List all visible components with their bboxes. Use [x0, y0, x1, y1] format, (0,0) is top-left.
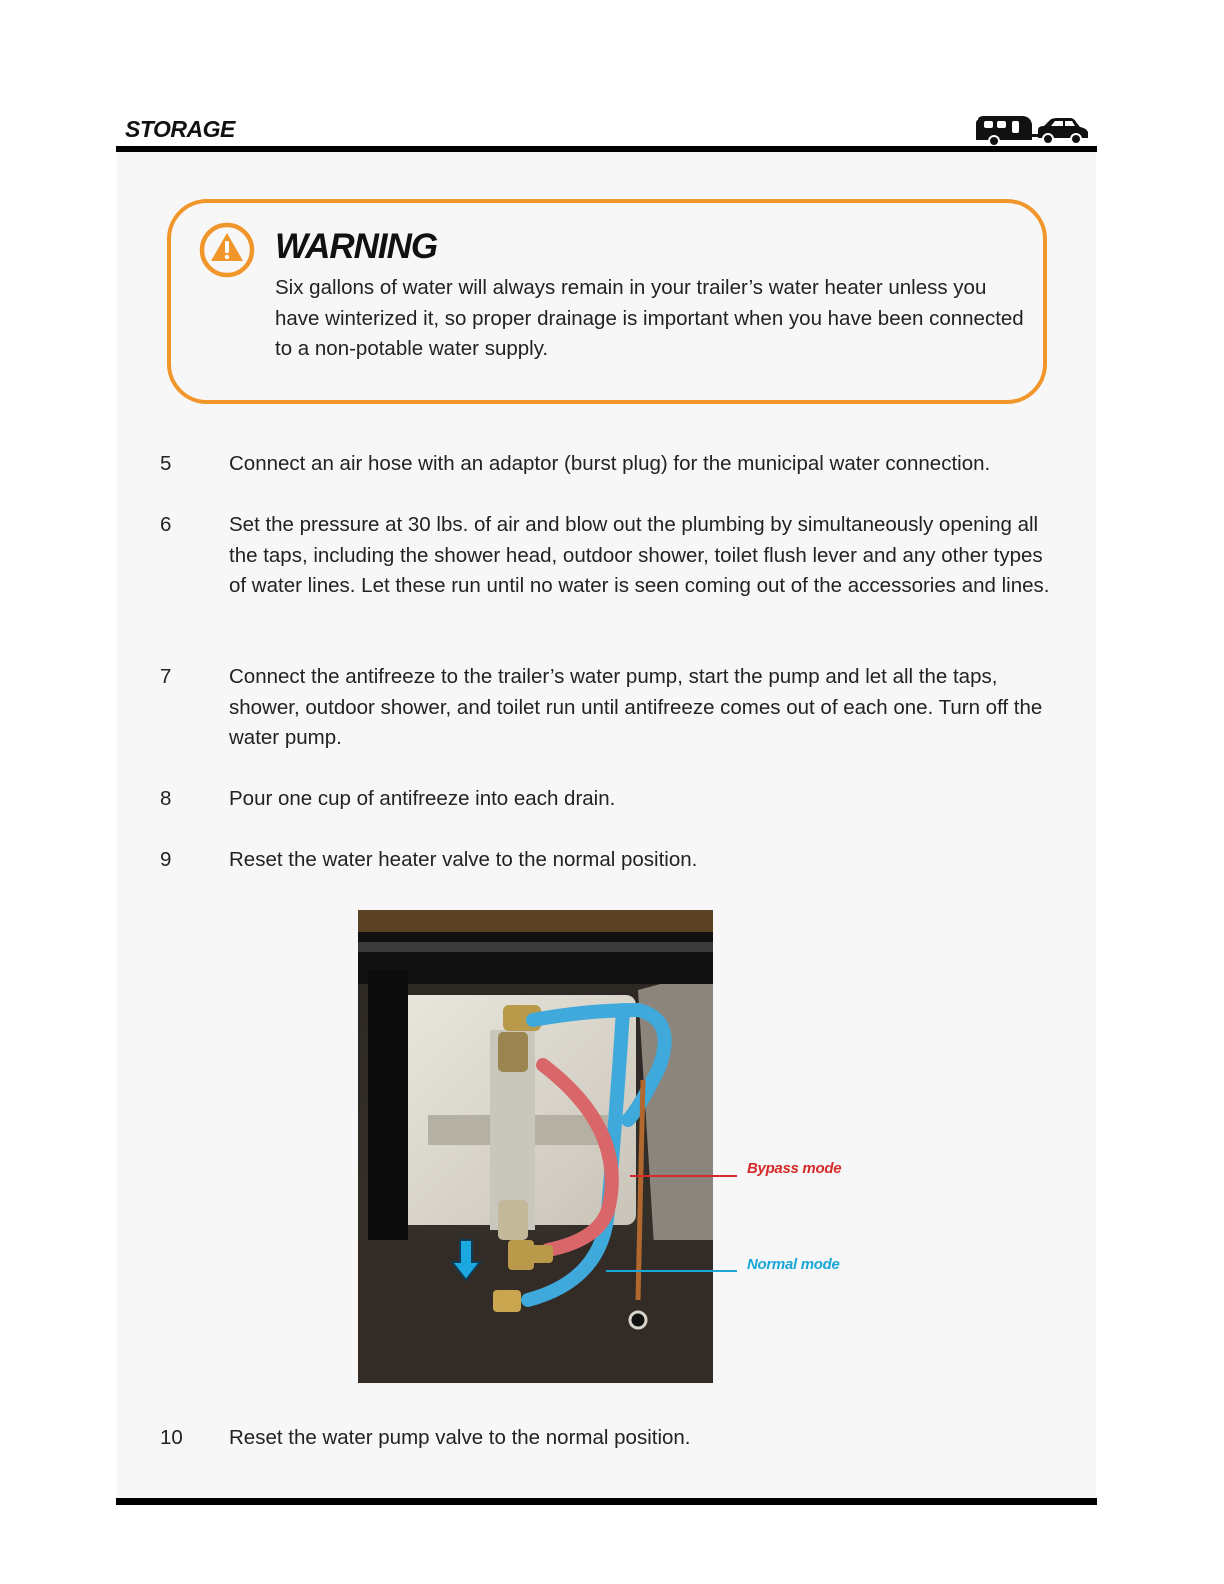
step-number: 7 [160, 665, 172, 688]
step-text: Connect an air hose with an adaptor (burst plug) for the municipal water connection. [229, 452, 991, 475]
normal-mode-label: Normal mode [747, 1256, 840, 1273]
bypass-mode-leader-line [630, 1175, 737, 1177]
step-text: Connect the antifreeze to the trailer’s water pump, start the pump and let all the taps, shower, outdoor shower, and toilet run until antifreeze comes out of each one. Turn off the water pump. [229, 665, 1043, 749]
water-heater-valve-photo [358, 910, 713, 1383]
bypass-mode-label: Bypass mode [747, 1160, 842, 1177]
trailer-and-car-icon [972, 112, 1090, 150]
step-number: 5 [160, 452, 172, 475]
step-number: 9 [160, 848, 172, 871]
warning-box [167, 199, 1047, 404]
step-number: 10 [160, 1426, 183, 1449]
warning-text: Six gallons of water will always remain in your trailer’s water heater unless you have winterized it, so proper drainage is important when you have been connected to a non-potable water supply. [275, 276, 1024, 360]
step-text: Reset the water heater valve to the normal position. [229, 848, 698, 871]
warning-triangle-icon [198, 221, 256, 279]
step-text: Reset the water pump valve to the normal position. [229, 1426, 691, 1449]
section-title: STORAGE [125, 116, 235, 142]
step-number: 6 [160, 513, 172, 536]
warning-title: WARNING [275, 227, 438, 266]
footer-rule [116, 1498, 1097, 1505]
step-number: 8 [160, 787, 172, 810]
normal-mode-leader-line [606, 1270, 737, 1272]
step-text: Set the pressure at 30 lbs. of air and blow out the plumbing by simultaneously opening all the taps, including the shower head, outdoor shower, toilet flush lever and any other types of water lines. Let these run until no water is seen coming out of the accessories and lines. [229, 513, 1050, 597]
step-text: Pour one cup of antifreeze into each drain. [229, 787, 616, 810]
